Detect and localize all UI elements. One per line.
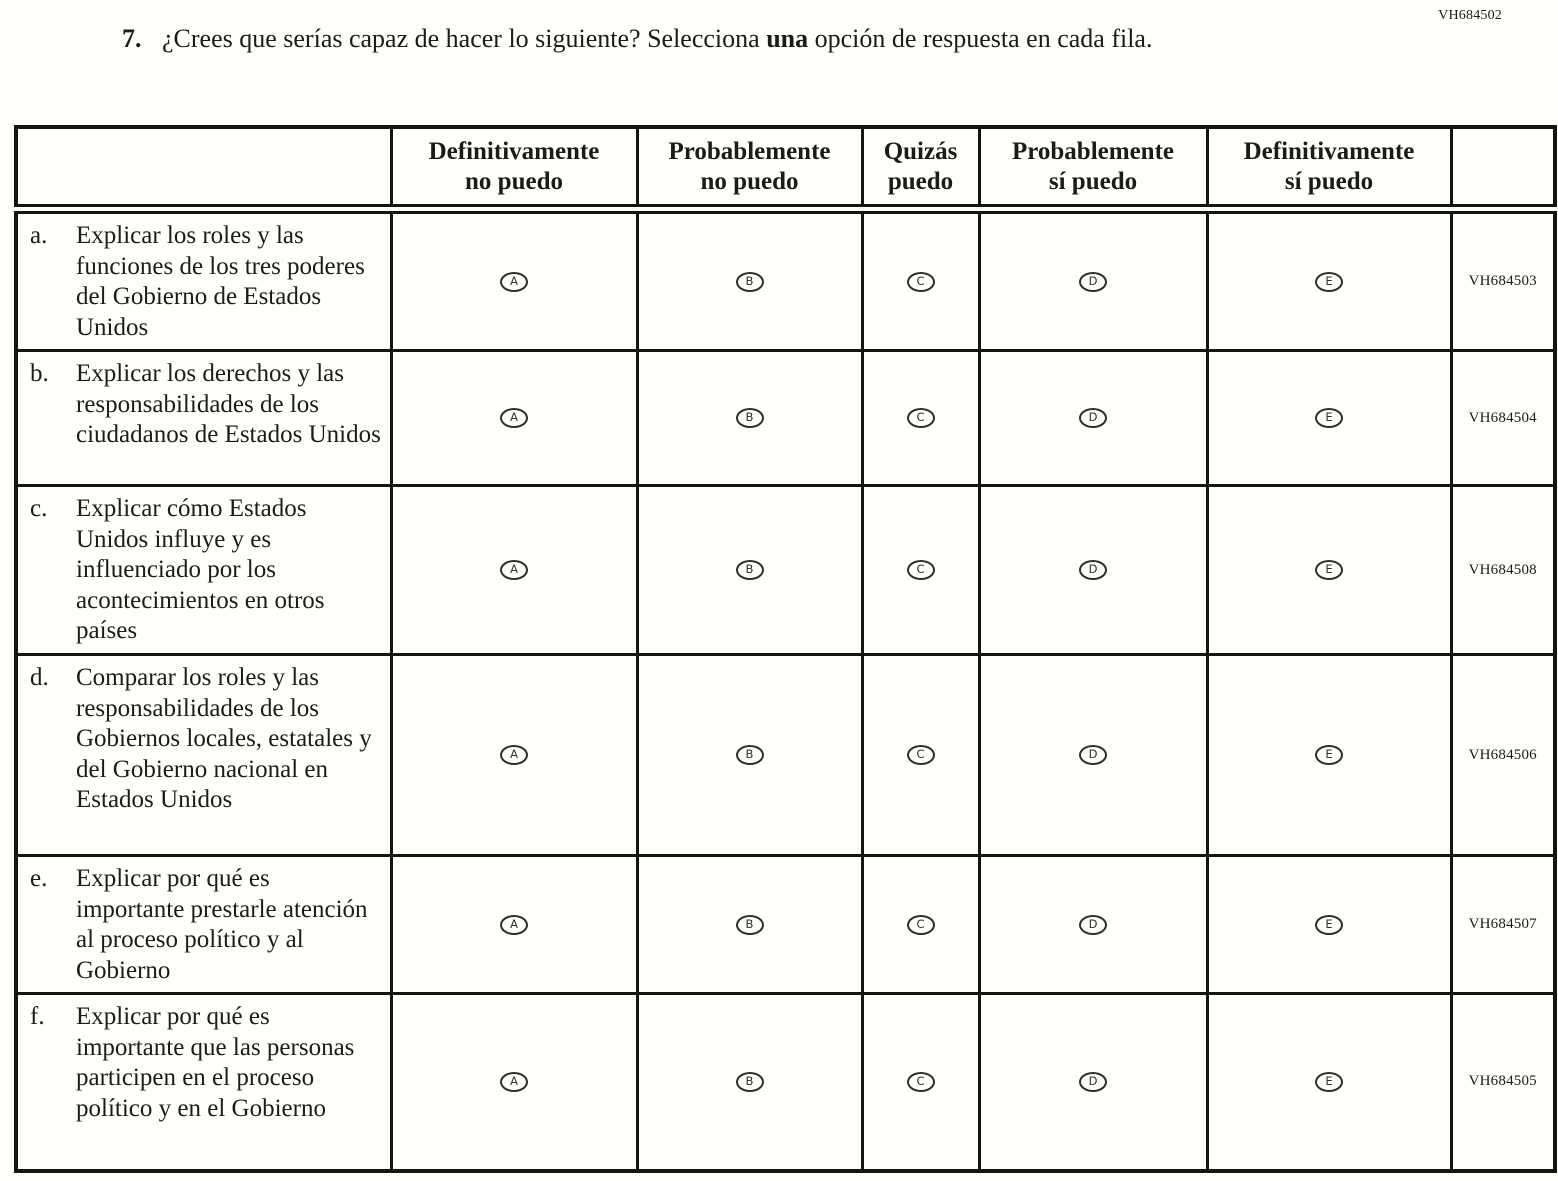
question-text: [162, 22, 1327, 55]
option-b-bubble-B[interactable]: B: [736, 408, 764, 428]
option-b-bubble-A[interactable]: A: [500, 408, 528, 428]
option-cell-c-C: [862, 486, 979, 655]
option-c-bubble-A[interactable]: A: [500, 560, 528, 580]
option-cell-b-A: [391, 351, 637, 486]
option-c-bubble-D[interactable]: D: [1079, 560, 1107, 580]
option-e-bubble-B[interactable]: B: [736, 915, 764, 935]
option-cell-a-A: [391, 209, 637, 351]
row-accession-code: VH684504: [1451, 351, 1555, 486]
question-text-bold: una: [766, 24, 809, 53]
option-d-bubble-E[interactable]: E: [1315, 745, 1343, 765]
option-a-bubble-D[interactable]: D: [1079, 272, 1107, 292]
header-line: puedo: [887, 167, 954, 195]
option-f-bubble-B[interactable]: B: [736, 1072, 764, 1092]
option-cell-d-B: [637, 655, 862, 856]
option-d-bubble-C[interactable]: C: [907, 745, 935, 765]
option-b-bubble-D[interactable]: D: [1079, 408, 1107, 428]
option-f-bubble-C[interactable]: C: [907, 1072, 935, 1092]
option-e-bubble-A[interactable]: A: [500, 915, 528, 935]
option-cell-a-B: [637, 209, 862, 351]
table-row-a: [16, 209, 1555, 351]
row-accession-code: VH684505: [1451, 994, 1555, 1171]
option-b-bubble-E[interactable]: E: [1315, 408, 1343, 428]
row-label: [16, 655, 391, 856]
option-a-bubble-A[interactable]: A: [500, 272, 528, 292]
header-line: no puedo: [700, 167, 799, 195]
row-text: Explicar los roles y las funciones de los tres poderes del Gobierno de Estados Unidos: [76, 222, 365, 341]
header-maybe-can: [862, 127, 979, 209]
header-line: Probablemente: [668, 138, 831, 165]
option-a-bubble-E[interactable]: E: [1315, 272, 1343, 292]
option-cell-c-E: [1207, 486, 1451, 655]
option-cell-e-B: [637, 856, 862, 994]
header-line: Definitivamente: [1243, 138, 1415, 165]
header-code-column: [1451, 127, 1555, 209]
table-row-d: [16, 655, 1555, 856]
option-cell-a-E: [1207, 209, 1451, 351]
option-cell-b-E: [1207, 351, 1451, 486]
option-c-bubble-E[interactable]: E: [1315, 560, 1343, 580]
header-line: Definitivamente: [428, 138, 600, 165]
option-cell-d-E: [1207, 655, 1451, 856]
header-definitely-cannot: [391, 127, 637, 209]
option-f-bubble-D[interactable]: D: [1079, 1072, 1107, 1092]
question-text-suffix: opción de respuesta en cada fila.: [808, 24, 1153, 53]
row-text: Explicar los derechos y las responsabilidades de los ciudadanos de Estados Unidos: [76, 360, 381, 448]
row-accession-code: VH684508: [1451, 486, 1555, 655]
page-accession-code: VH684502: [1438, 8, 1502, 23]
header-line: sí puedo: [1284, 167, 1374, 195]
table-row-e: [16, 856, 1555, 994]
option-e-bubble-D[interactable]: D: [1079, 915, 1107, 935]
option-d-bubble-B[interactable]: B: [736, 745, 764, 765]
row-accession-code: VH684507: [1451, 856, 1555, 994]
option-cell-b-D: [979, 351, 1207, 486]
table-row-b: [16, 351, 1555, 486]
question-block: [122, 22, 1332, 55]
question-number: 7.: [122, 24, 142, 53]
table-row-c: [16, 486, 1555, 655]
option-cell-d-A: [391, 655, 637, 856]
option-cell-f-D: [979, 994, 1207, 1171]
option-e-bubble-C[interactable]: C: [907, 915, 935, 935]
option-cell-f-E: [1207, 994, 1451, 1171]
option-a-bubble-C[interactable]: C: [907, 272, 935, 292]
option-cell-c-A: [391, 486, 637, 655]
option-cell-b-C: [862, 351, 979, 486]
option-f-bubble-E[interactable]: E: [1315, 1072, 1343, 1092]
option-c-bubble-C[interactable]: C: [907, 560, 935, 580]
option-cell-e-E: [1207, 856, 1451, 994]
option-cell-e-A: [391, 856, 637, 994]
question-text-prefix: ¿Crees que serías capaz de hacer lo siguiente? Selecciona: [162, 24, 767, 53]
row-label: [16, 209, 391, 351]
option-cell-f-A: [391, 994, 637, 1171]
option-cell-f-C: [862, 994, 979, 1171]
option-cell-a-D: [979, 209, 1207, 351]
header-line: Probablemente: [1011, 138, 1174, 165]
response-grid: [14, 125, 1557, 1173]
row-label: [16, 994, 391, 1171]
option-e-bubble-E[interactable]: E: [1315, 915, 1343, 935]
row-letter: e.: [30, 865, 48, 892]
option-b-bubble-C[interactable]: C: [907, 408, 935, 428]
row-accession-code: VH684506: [1451, 655, 1555, 856]
option-d-bubble-D[interactable]: D: [1079, 745, 1107, 765]
option-cell-e-D: [979, 856, 1207, 994]
header-definitely-can: [1207, 127, 1451, 209]
row-text: Explicar por qué es importante prestarle atención al proceso político y al Gobierno: [76, 865, 368, 984]
header-probably-can: [979, 127, 1207, 209]
option-d-bubble-A[interactable]: A: [500, 745, 528, 765]
row-accession-code: VH684503: [1451, 209, 1555, 351]
row-letter: c.: [30, 495, 48, 522]
header-line: no puedo: [465, 167, 563, 195]
table-row-f: [16, 994, 1555, 1171]
row-letter: b.: [30, 360, 49, 387]
header-probably-cannot: [637, 127, 862, 209]
row-text: Explicar por qué es importante que las personas participen en el proceso político y en el Gobierno: [76, 1003, 355, 1122]
option-cell-c-B: [637, 486, 862, 655]
option-c-bubble-B[interactable]: B: [736, 560, 764, 580]
option-cell-f-B: [637, 994, 862, 1171]
header-row: [16, 127, 1555, 209]
option-a-bubble-B[interactable]: B: [736, 272, 764, 292]
option-cell-a-C: [862, 209, 979, 351]
row-label: [16, 486, 391, 655]
option-cell-c-D: [979, 486, 1207, 655]
row-label: [16, 351, 391, 486]
row-text: Explicar cómo Estados Unidos influye y es influenciado por los acontecimientos en otros países: [76, 495, 325, 644]
header-line: Quizás: [883, 138, 958, 165]
option-f-bubble-A[interactable]: A: [500, 1072, 528, 1092]
header-line: sí puedo: [1048, 167, 1138, 195]
row-letter: f.: [30, 1003, 45, 1030]
row-letter: d.: [30, 664, 49, 691]
option-cell-b-B: [637, 351, 862, 486]
option-cell-d-D: [979, 655, 1207, 856]
header-empty-corner: [16, 127, 391, 209]
row-letter: a.: [30, 222, 48, 249]
row-label: [16, 856, 391, 994]
option-cell-d-C: [862, 655, 979, 856]
option-cell-e-C: [862, 856, 979, 994]
row-text: Comparar los roles y las responsabilidades de los Gobiernos locales, estatales y del Gobierno nacional en Estados Unidos: [76, 664, 372, 813]
